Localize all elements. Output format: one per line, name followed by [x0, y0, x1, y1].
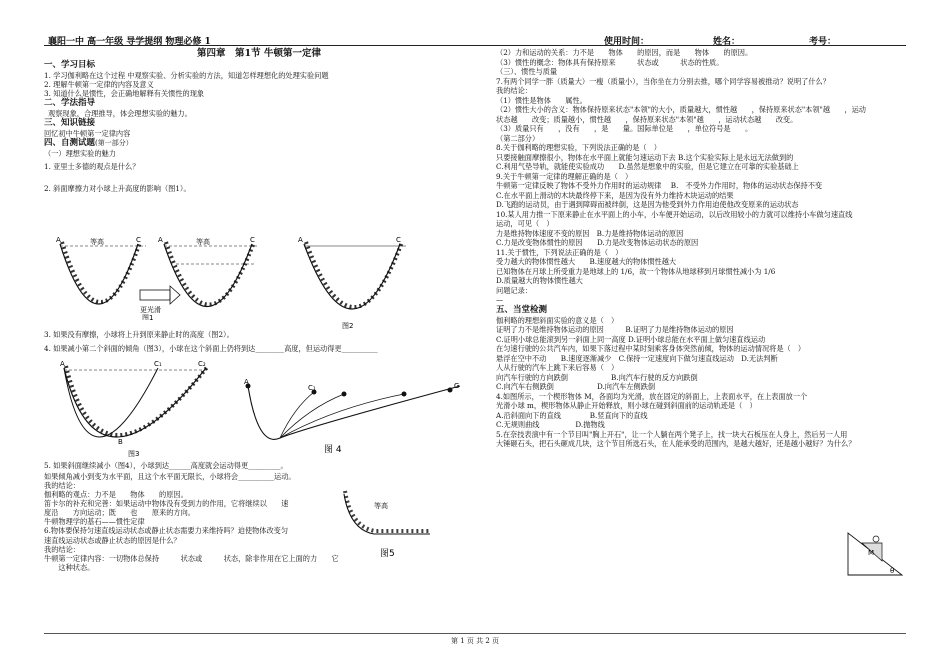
right-line-13: C.利用气垫导轨，就能使实验成功 D.虽然是想象中的实验，但是它建立在可靠的实验基础上	[496, 162, 799, 171]
right-line-20: 力是维持物体速度不变的原因 B.力是维持物体运动的原因	[496, 228, 684, 238]
right-line-5: 我的结论：	[496, 86, 532, 95]
newton-law-text: 牛顿第一定律内容：一切物体总保持 状态或 状态，除非作用在它上面的力 它	[44, 553, 339, 563]
figure-4	[234, 378, 464, 454]
fig2-label-a: A	[298, 236, 303, 244]
question-6b: 速直线运动状态或静止状态的原因是什么？	[44, 535, 181, 545]
right-line-17: D.飞跑的运动员，由于遇到障碍而被绊倒，这是因为他受到外力作用迫使他改变原来的运动状态	[496, 200, 799, 209]
right-line-16: C.在水平面上滑动的木块最终停下来，是因为没有外力维持木块运动的结果	[496, 190, 734, 200]
right-line-11: 8.关于伽利略的理想实验，下列说法正确的是（ ）	[496, 143, 661, 152]
figure-2	[296, 234, 416, 330]
right-line-18: 10.某人用力推一下原来静止在水平面上的小车，小车便开始运动，以后改用较小的力就可以维持小车做匀速直线	[496, 209, 853, 219]
fig1-label-c: C	[136, 236, 141, 244]
right-line-39: C.无规则曲线 D.抛物线	[496, 420, 605, 429]
fig3-label-c2: C₂	[198, 360, 206, 368]
student-id-label: 考号：	[809, 37, 837, 47]
page-number: 第 1 页 共 2 页	[450, 637, 500, 645]
section-4-name: 四、自测试题	[44, 138, 96, 149]
right-line-2: （3）惯性的概念：物体具有保持原来 状态或 状态的性质。	[496, 57, 724, 67]
wedge-figure	[846, 531, 906, 579]
right-line-8: 状态越 改变；质量越小，惯性越 ，保持原来状态"本领"越 ，运动状态越 改变。	[496, 114, 798, 124]
right-line-28: 伽利略的理想斜面实验的意义是（ ）	[496, 315, 619, 325]
wedge-label-m: M	[868, 549, 875, 557]
newton-law-text-2: 这种状态。	[44, 562, 95, 572]
fig3-caption: 图3	[128, 450, 140, 458]
question-5: 5. 如果斜面继续减小（图4），小球到达______高度就会运动得更_________。	[44, 461, 288, 470]
right-line-31: 在匀速行驶的公共汽车内，如果下落过程中某时刻乘客身体突然前倾，物体的运动情况将是（ ）	[496, 344, 806, 353]
name-label: 姓名：	[713, 37, 741, 47]
fig1-level-label: 等高	[90, 238, 104, 246]
link-text: 回忆初中牛顿第一定律内容	[44, 129, 131, 139]
fig1-label-c2: C	[250, 236, 255, 244]
use-time-label: 使用时间：	[604, 37, 650, 47]
conclusion-label: 我的结论：	[44, 481, 80, 491]
section-3-title: 三、知识链接	[44, 118, 96, 129]
section-2-title: 二、学法指导	[44, 98, 96, 109]
goal-3: 3. 知道什么是惯性，会正确地解释有关惯性的现象	[44, 89, 205, 99]
figure-3	[58, 356, 218, 462]
right-line-10: （第二部分）	[496, 133, 540, 143]
right-line-26: 问题记录：	[496, 285, 532, 295]
left-column-mid	[44, 330, 474, 353]
right-line-23: 受力越大的物体惯性越大 B.速度越大的物体惯性越大	[496, 257, 677, 266]
section-4-part: (第一部分）	[95, 139, 133, 148]
right-line-3: （三）、惯性与质量	[496, 67, 558, 76]
fig2-caption: 图2	[342, 322, 354, 330]
right-line-25: D.质量越大的物体惯性越大	[496, 276, 583, 285]
section-1-title: 一、学习目标	[44, 60, 96, 70]
conclusion-3: 度沿 方向运动；既 也 原来的方向。	[44, 508, 195, 518]
left-column	[44, 48, 474, 194]
subsection-1: （一）理想实验的魅力	[44, 149, 116, 159]
section-5-title: 五、当堂检测	[496, 304, 548, 315]
fig4-label-g: G	[454, 382, 460, 390]
right-line-7: （2）惯性大小的含义：物体保持原来状态"本领"的大小，质量越大，惯性越 ，保持原来状态"本领"越 ，运动	[496, 105, 866, 114]
figure-5	[334, 490, 434, 562]
fig5-level-label: 等高	[374, 502, 388, 510]
fig1-label-a: A	[56, 236, 61, 244]
right-line-12: 只要接触面摩擦很小，物体在水平面上就能匀速运动下去 B.这个实验实际上是永远无法做到的	[496, 152, 794, 162]
track-curve-1	[60, 244, 138, 304]
right-line-35: C.向汽车右侧跌倒 D.向汽车左侧跌倒	[496, 382, 656, 391]
fig3-label-c1: C₁	[154, 360, 162, 368]
question-5b: 如果倾角减小到变为水平面，且这个水平面无限长，小球将会__________运动。	[44, 472, 296, 482]
header-left: 襄阳一中 高一年级 导学提纲 物理必修 1	[48, 37, 211, 47]
footer-rule	[44, 633, 906, 634]
right-line-37: 光滑小球 m，楔形物体从静止开始释放，则小球在碰到斜面前的运动轨迹是（ ）	[496, 401, 757, 410]
section-4-title	[44, 138, 474, 149]
right-line-21: C.力是改变物体惯性的原因 D.力是改变物体运动状态的原因	[496, 238, 699, 247]
right-line-33: 人从行驶的汽车上跳下来后容易（ ）	[496, 363, 619, 372]
fig1-smoother-label: 更光滑	[140, 306, 161, 314]
right-line-36: 4.如图所示，一个楔形物体 M，各面均为光滑，放在固定的斜面上，上表面水平，在上表面放一个	[496, 391, 808, 401]
right-line-34: 向汽车行驶的方向跌倒 B.向汽车行驶的反方向跌倒	[496, 372, 698, 382]
fig4-caption: 图 4	[324, 445, 342, 454]
conclusion-4: 牛顿物理学的基石——惯性定律	[44, 517, 145, 527]
right-line-19: 运动，可见（ ）	[496, 219, 554, 228]
method-text: 观察现象，合理推导，体会理想实验的魅力。	[48, 109, 192, 119]
fig1-caption: 图1	[142, 314, 154, 320]
question-1: 1. 亚里士多德的观点是什么？	[44, 162, 140, 172]
fig1-label-a2: A	[158, 236, 163, 244]
question-6: 6.物体要保持匀速直线运动状态或静止状态需要力来维持吗？迫使物体改变匀	[44, 526, 289, 536]
right-line-15: 牛顿第一定律反映了物体不受外力作用时的运动规律 B. 不受外力作用时，物体的运动状态保持不变	[496, 181, 823, 190]
right-line-9: （3）质量只有 ，没有 ，是 量。国际单位是 ，单位符号是 。	[496, 124, 753, 133]
right-line-32: 悬浮在空中不动 B.速度逐渐减少 C.保持一定速度向下做匀速直线运动 D.无法判断	[496, 353, 778, 363]
right-line-4: 7.有两个同学一胖（质量大）一瘦（质量小），当你坐在力分别去推，哪个同学容易被推动？说明了什么？	[496, 76, 830, 86]
ball-shape	[873, 536, 879, 542]
fig5-caption: 图5	[380, 549, 395, 559]
track-curve-5	[248, 386, 460, 439]
conclusion-label-2: 我的结论：	[44, 544, 80, 554]
fig3-label-a: A	[60, 360, 65, 368]
right-line-1: （2）力和运动的关系：力不是 物体 的原因，而是 物体 的原因。	[496, 48, 753, 57]
right-line-30: C.证明小球总能滚到另一斜面上同一高度 D.证明小球总能在水平面上做匀速直线运动	[496, 334, 766, 344]
right-line-14: 9.关于牛顿第一定律的理解正确的是（ ）	[496, 171, 633, 181]
figure-1	[46, 234, 296, 320]
fig2-label-c: C	[396, 236, 401, 244]
right-column	[496, 48, 908, 449]
right-line-38: A.沿斜面向下的直线 B.竖直向下的直线	[496, 410, 648, 420]
page-title: 第四章 第1节 牛顿第一定律	[197, 48, 321, 59]
right-line-41: 大锤砸石头，把石头砸成几块，这个节目所选石头，在人能承受的范围内，是越大越好，还是越小越好？为什么？	[496, 439, 856, 448]
question-4: 4. 如果减小第二个斜面的倾角（图3），小球在这个斜面上仍将到达________高度，但运动得更__________	[44, 344, 378, 354]
header-rule	[44, 45, 906, 46]
fig4-label-c: C₁	[308, 384, 316, 392]
fig1-level-label-2: 等高	[196, 238, 210, 246]
right-line-29: 证明了力不是维持物体运动的原因 B.证明了力是维持物体运动的原因	[496, 325, 734, 334]
right-line-6: （1）惯性是物体 属性。	[496, 95, 587, 105]
track-curve-4	[64, 368, 206, 437]
question-2: 2. 斜面摩擦力对小球上升高度的影响（图1）。	[44, 184, 191, 194]
conclusion-1: 伽利略的观点：力不是 物体 的原因。	[44, 490, 188, 500]
fig3-label-b: B	[118, 438, 123, 446]
right-line-22: 11.关于惯性，下列说法正确的是（ ）	[496, 247, 623, 257]
right-line-24: 已知物体在月球上所受重力是地球上的 1/6，故一个物体从地球移到月球惯性减小为 1/6	[496, 266, 776, 276]
goal-2: 2. 理解牛顿第一定律的内容及意义	[44, 80, 154, 90]
question-3: 3. 如果没有摩擦，小球将上升到原来静止时的高度（图2）。	[44, 330, 234, 339]
track-curve-6	[344, 494, 430, 534]
right-line-40: 5.在奈技表演中有一个节目叫"胸上开石"，让一个人躺在两个凳子上，找一块大石板压在人身上，然后另一人用	[496, 429, 848, 439]
goal-1: 1. 学习伽利略在这个过程 中观察实验、分析实验的方法，知道怎样理想化的处理实验问题	[44, 71, 329, 80]
fig4-label-a: A	[244, 378, 249, 386]
angle-theta-label: θ	[890, 567, 895, 575]
right-line-27: —	[496, 295, 504, 304]
conclusion-2: 笛卡尔的补充和完善：如果运动中物体没有受到力的作用，它将继续以 速	[44, 499, 289, 509]
